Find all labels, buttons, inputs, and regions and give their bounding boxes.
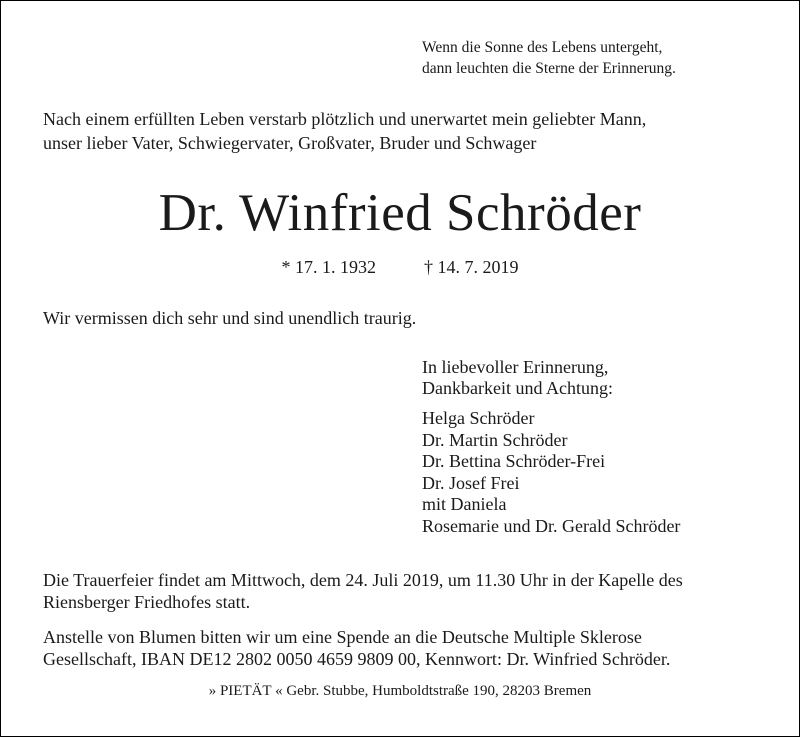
mourner-name: Dr. Josef Frei [422, 472, 520, 493]
donation-line: Anstelle von Blumen bitten wir um eine Spende an die Deutsche Multiple Sklerose [43, 627, 642, 647]
funeral-home-footer: » PIETÄT « Gebr. Stubbe, Humboldtstraße 190, 28203 Bremen [208, 683, 592, 699]
motto-line: dann leuchten die Sterne der Erinnerung. [422, 60, 676, 77]
mourner-name: mit Daniela [422, 494, 507, 514]
intro-line: unser lieber Vater, Schwiegervater, Großvater, Bruder und Schwager [43, 133, 537, 153]
intro-text [43, 107, 646, 155]
birth-date: * 17. 1. 1932 [281, 257, 376, 277]
memory-heading [422, 357, 613, 398]
intro-line: Nach einem erfüllten Leben verstarb plötzlich und unerwartet mein geliebter Mann, [43, 109, 647, 129]
ceremony-line: Die Trauerfeier findet am Mittwoch, dem 24. Juli 2019, um 11.30 Uhr in der Kapelle des [43, 570, 683, 590]
memory-line: In liebevoller Erinnerung, [422, 357, 609, 377]
life-dates [1, 255, 799, 279]
ceremony-line: Riensberger Friedhofes statt. [43, 592, 251, 612]
funeral-ceremony-info [43, 569, 683, 613]
death-date: † 14. 7. 2019 [424, 257, 519, 277]
mourner-name: Dr. Bettina Schröder-Frei [422, 451, 606, 471]
motto-line: Wenn die Sonne des Lebens untergeht, [422, 39, 663, 56]
donation-request [43, 626, 670, 670]
mourners-list [422, 408, 680, 537]
mourner-name: Helga Schröder [422, 408, 535, 428]
memory-line: Dankbarkeit und Achtung: [422, 377, 613, 398]
deceased-name: Dr. Winfried Schröder [158, 184, 642, 242]
mourner-name: Dr. Martin Schröder [422, 429, 568, 450]
motto-quote [422, 37, 676, 79]
mourner-name: Rosemarie und Dr. Gerald Schröder [422, 515, 681, 536]
donation-line: Gesellschaft, IBAN DE12 2802 0050 4659 9809 00, Kennwort: Dr. Winfried Schröder. [43, 649, 671, 669]
sadness-statement: Wir vermissen dich sehr und sind unendlich traurig. [43, 308, 417, 328]
